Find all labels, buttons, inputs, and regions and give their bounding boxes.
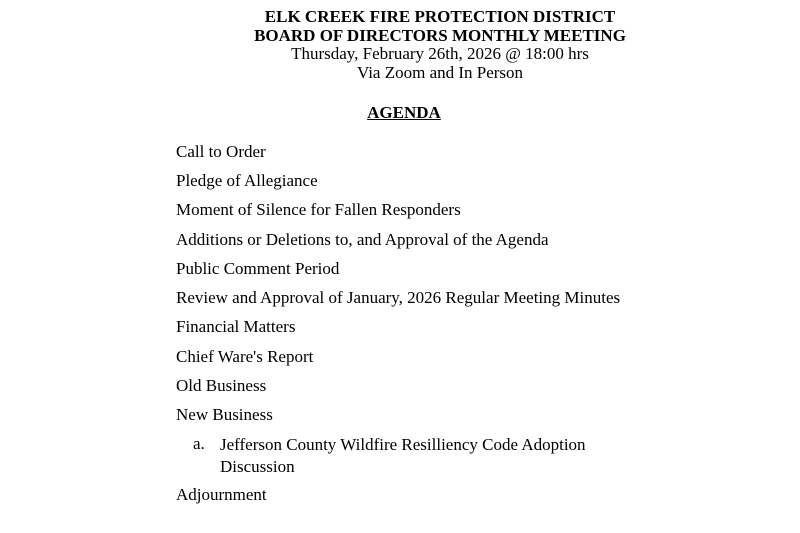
document-header [0,8,800,82]
sub-item-letter: a. [193,434,205,453]
meeting-location: Via Zoom and In Person [356,62,524,82]
item-text: Public Comment Period [176,259,340,278]
agenda-title: AGENDA [367,103,441,122]
sub-item-text: Jefferson County Wildfire Resilliency Code Adoption Discussion [220,435,586,476]
item-text: Old Business [176,376,267,395]
item-text: Call to Order [176,142,266,161]
item-text: Review and Approval of January, 2026 Regular Meeting Minutes [176,288,621,307]
item-text: Additions or Deletions to, and Approval of the Agenda [176,230,549,249]
item-text: New Business [176,405,273,424]
item-text: Chief Ware's Report [176,347,314,366]
item-text: Pledge of Allegiance [176,171,318,190]
item-text: Moment of Silence for Fallen Responders [176,200,461,219]
item-text: Financial Matters [176,317,296,336]
meeting-title: BOARD OF DIRECTORS MONTHLY MEETING [254,25,626,45]
district-name: ELK CREEK FIRE PROTECTION DISTRICT [264,7,616,26]
item-text: Adjournment [176,485,267,504]
meeting-date: Thursday, February 26th, 2026 @ 18:00 hrs [291,44,589,63]
